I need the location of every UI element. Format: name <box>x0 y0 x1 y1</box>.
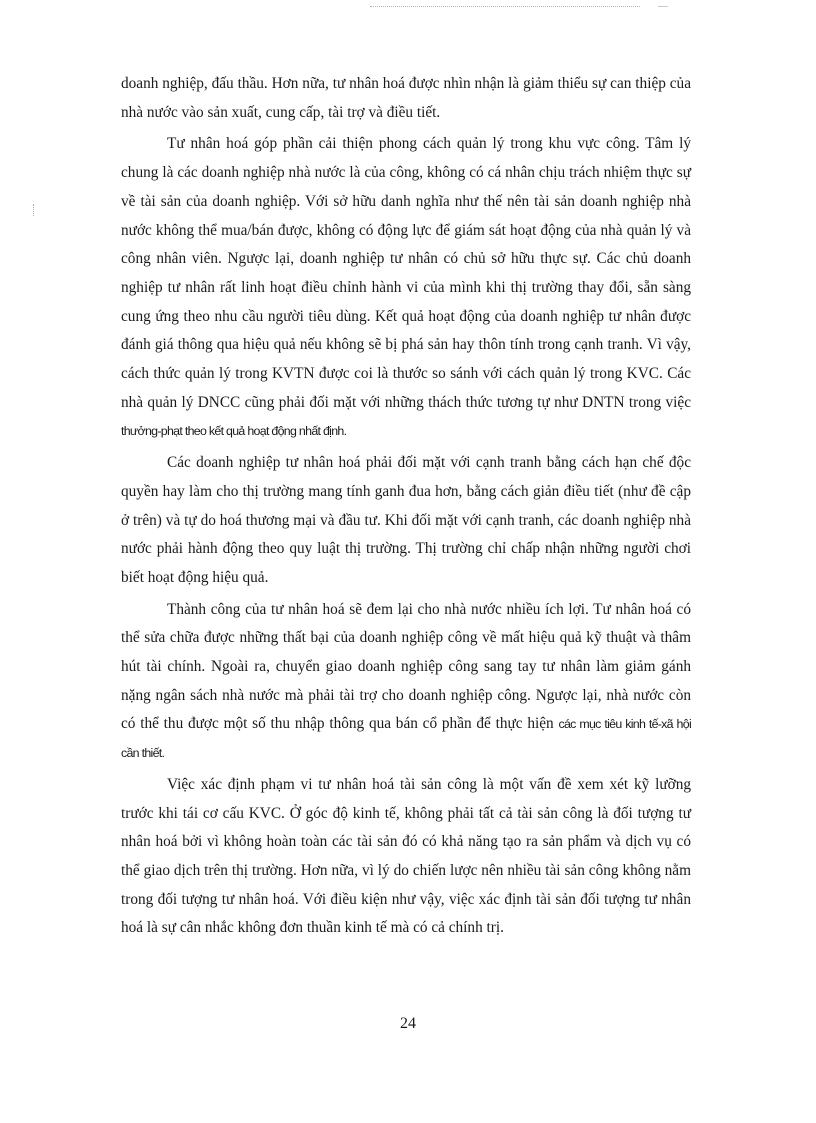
paragraph-benefits <box>121 596 691 768</box>
paragraph-tail-condensed: thưởng-phạt theo kết quả hoạt động nhất định. <box>121 424 347 439</box>
paragraph-competition: Các doanh nghiệp tư nhân hoá phải đối mặt với cạnh tranh bằng cách hạn chế độc quyền hay làm cho thị trường mang tính ganh đua hơn, bằng cách giản điều tiết (như đề cập ở trên) và tự do hoá thương mại và đầu tư. Khi đối mặt với cạnh tranh, các doanh nghiệp nhà nước phải hành động theo quy luật thị trường. Thị trường chỉ chấp nhận những người chơi biết hoạt động hiệu quả. <box>121 454 691 586</box>
page-number: 24 <box>400 1015 416 1032</box>
paragraph-tail-condensed: các mục tiêu kinh tế-xã hội cần thiết. <box>121 717 691 761</box>
scan-edge-artifact <box>370 6 640 9</box>
paragraph-text: Tư nhân hoá góp phần cải thiện phong cách quản lý trong khu vực công. Tâm lý chung là các doanh nghiệp nhà nước là của công, không có cá nhân chịu trách nhiệm thực sự về tài sản của doanh nghiệp. Với sở hữu danh nghĩa như thế nên tài sản doanh nghiệp nhà nước không thể mua/bán được, không có động lực để giám sát hoạt động của nhà quản lý và công nhân viên. Ngược lại, doanh nghiệp tư nhân có chủ sở hữu thực sự. Các chủ doanh nghiệp tư nhân rất linh hoạt điều chỉnh hành vi của mình khi thị trường thay đổi, sẵn sàng cung ứng theo nhu cầu người tiêu dùng. Kết quả hoạt động của doanh nghiệp tư nhân được đánh giá thông qua hiệu quả nếu không sẽ bị phá sản hay thôn tính trong cạnh tranh. Vì vậy, cách thức quản lý trong KVTN được coi là thước so sánh với cách quản lý trong KVC. Các nhà quản lý DNCC cũng phải đối mặt với những thách thức tương tự như DNTN trong <box>121 135 691 411</box>
paragraph-scope: Việc xác định phạm vi tư nhân hoá tài sản công là một vấn đề xem xét kỹ lưỡng trước khi tái cơ cấu KVC. Ở góc độ kinh tế, không phải tất cả tài sản công là đối tượng tư nhân hoá bởi vì không hoàn toàn các tài sản đó có khả năng tạo ra sản phẩm và dịch vụ có thể giao dịch trên thị trường. Hơn nữa, vì lý do chiến lược nên nhiều tài sản công không nằm trong đối tượng tư nhân hoá. Với điều kiện như vậy, việc xác định tài sản đối tượng tư nhân hoá là sự cân nhắc không đơn thuần kinh tế mà có cả chính trị. <box>121 775 691 937</box>
paragraph-text: Thành công của tư nhân hoá sẽ đem lại cho nhà nước nhiều ích lợi. Tư nhân hoá có thể sửa chữa được những thất bại của doanh nghiệp công về mất hiệu quả kỹ thuật và thâm hút tài chính. Ngoài ra, chuyển giao doanh nghiệp công sang tay tư nhân làm giảm gánh nặng ngân sách nhà nước mà phải tài trợ cho doanh nghiệp công. Ngược lại, nhà nước còn có thể thu được một số thu nhập thông qua bán cổ <box>121 600 691 733</box>
document-body <box>121 70 691 943</box>
paragraph-tail-text: việc <box>665 393 691 411</box>
margin-mark <box>33 204 38 216</box>
paragraph-continued: doanh nghiệp, đấu thầu. Hơn nữa, tư nhân hoá được nhìn nhận là giảm thiểu sự can thiệp của nhà nước vào sản xuất, cung cấp, tài trợ và điều tiết. <box>121 75 691 121</box>
scan-edge-artifact-right <box>658 6 668 7</box>
paragraph-management-style <box>121 130 691 446</box>
paragraph-tail-text: phần để thực hiện <box>441 715 559 733</box>
